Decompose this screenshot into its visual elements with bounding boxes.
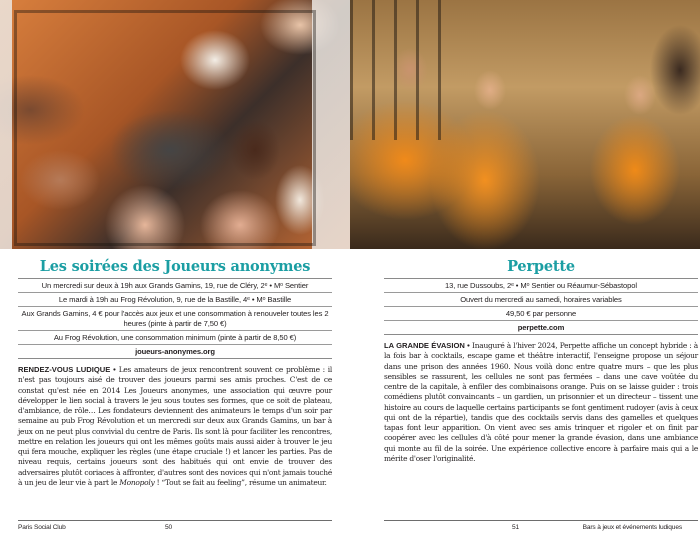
article-lead: LA GRANDE ÉVASION • — [384, 341, 470, 350]
article-text: Les amateurs de jeux rencontrent souvent ce problème : il n'est pas toujours aisé de trouver des joueurs parmi ses amis proches. C'est de ce constat qu'est née en 2014 Les Joueurs anonymes, une association qui œuvre pour développer le lien social à travers le jeu sous toutes ses formes, que ce soit de plateau, d'ambiance, de rôle… Les fondateurs deviennent des animateurs le temps d'un soir par semaine au pub Frog Révolution et un mercredi sur deux aux Grands Gamins, un bar à jeux on ne peut plus convivial du centre de Paris. Ils sont là pour faciliter les rencontres, mettre en relation les joueurs qui ont les mêmes goûts mais aussi aider à trouver le jeu qui fera mouche, expliquer les règles (une étape cruciale !) et lancer les parties. Pas de niveau requis, certains joueurs sont des habitués qui ont envie de trouver des adversaires plutôt coriaces à affronter, d'autres sont des novices qui n'ont jamais touché à un jeu de leur vie à part le — [18, 365, 332, 487]
info-price: 49,50 € par personne — [384, 307, 698, 321]
page-number: 51 — [512, 524, 520, 531]
right-page — [350, 0, 700, 541]
escape-game-photo — [350, 0, 700, 249]
venue-info-list — [18, 278, 332, 359]
venue-title: Perpette — [507, 258, 575, 275]
venue-title: Les soirées des Joueurs anonymes — [39, 258, 311, 275]
info-hours: Ouvert du mercredi au samedi, horaires variables — [384, 293, 698, 307]
article-italic-title: Monopoly — [119, 477, 155, 487]
venue-website-link[interactable]: joueurs-anonymes.org — [18, 345, 332, 359]
article-text: Inauguré à l'hiver 2024, Perpette affiche un concept hybride : à la fois bar à cocktails, escape game et théâtre interactif, l'enseigne propose un séjour dans une prison des années 1960. Nous voilà donc entre quatre murs – que les plus sensibles se rassurent, les cellules ne sont pas fermées – dans une cave voûtée du centre de la capitale, à enfiler des combinaisons orange. Puis on se laisse guider : trois comédiens plutôt convaincants – un gardien, un prisonnier et un directeur – tissent une histoire au cours de laquelle certains participants se font gentiment rudoyer (avis à ceux qui ont de la répartie), tandis que des cocktails servis dans des gamelles et quelques tapas font leur apparition. On vient avec ses amis trinquer et rigoler et on finit par coopérer avec les cellules d'à côté pour mener la grande évasion, dans une ambiance qui monte au fil de la soirée. Une expérience collective encore à parfaire mais qui a le mérite d'oser l'originalité. — [384, 341, 698, 463]
board-game-photo — [0, 0, 350, 249]
running-head: Paris Social Club — [18, 524, 66, 531]
info-schedule-grands-gamins: Un mercredi sur deux à 19h aux Grands Gamins, 19, rue de Cléry, 2ᵉ • Mᵒ Sentier — [18, 279, 332, 293]
info-price-grands-gamins: Aux Grands Gamins, 4 € pour l'accès aux jeux et une consommation à renouveler toutes les 2 heures (pinte à partir de 7,50 €) — [18, 307, 332, 331]
article-text-end: ! “Tout se fait au feeling”, résume un animateur. — [154, 477, 327, 487]
running-head: Bars à jeux et événements ludiques — [582, 524, 682, 531]
footer-divider — [18, 520, 332, 521]
right-article — [384, 258, 698, 464]
info-price-frog: Au Frog Révolution, une consommation minimum (pinte à partir de 8,50 €) — [18, 331, 332, 345]
left-article — [18, 258, 332, 488]
article-body — [384, 341, 698, 464]
venue-website-link[interactable]: perpette.com — [384, 321, 698, 335]
article-lead: RENDEZ-VOUS LUDIQUE • — [18, 365, 116, 374]
article-body — [18, 365, 332, 488]
info-address: 13, rue Dussoubs, 2ᵉ • Mᵒ Sentier ou Réaumur-Sébastopol — [384, 279, 698, 293]
info-schedule-frog: Le mardi à 19h au Frog Révolution, 9, rue de la Bastille, 4ᵉ • Mᵒ Bastille — [18, 293, 332, 307]
page-number: 50 — [165, 524, 173, 531]
venue-info-list — [384, 278, 698, 335]
footer-divider — [384, 520, 698, 521]
